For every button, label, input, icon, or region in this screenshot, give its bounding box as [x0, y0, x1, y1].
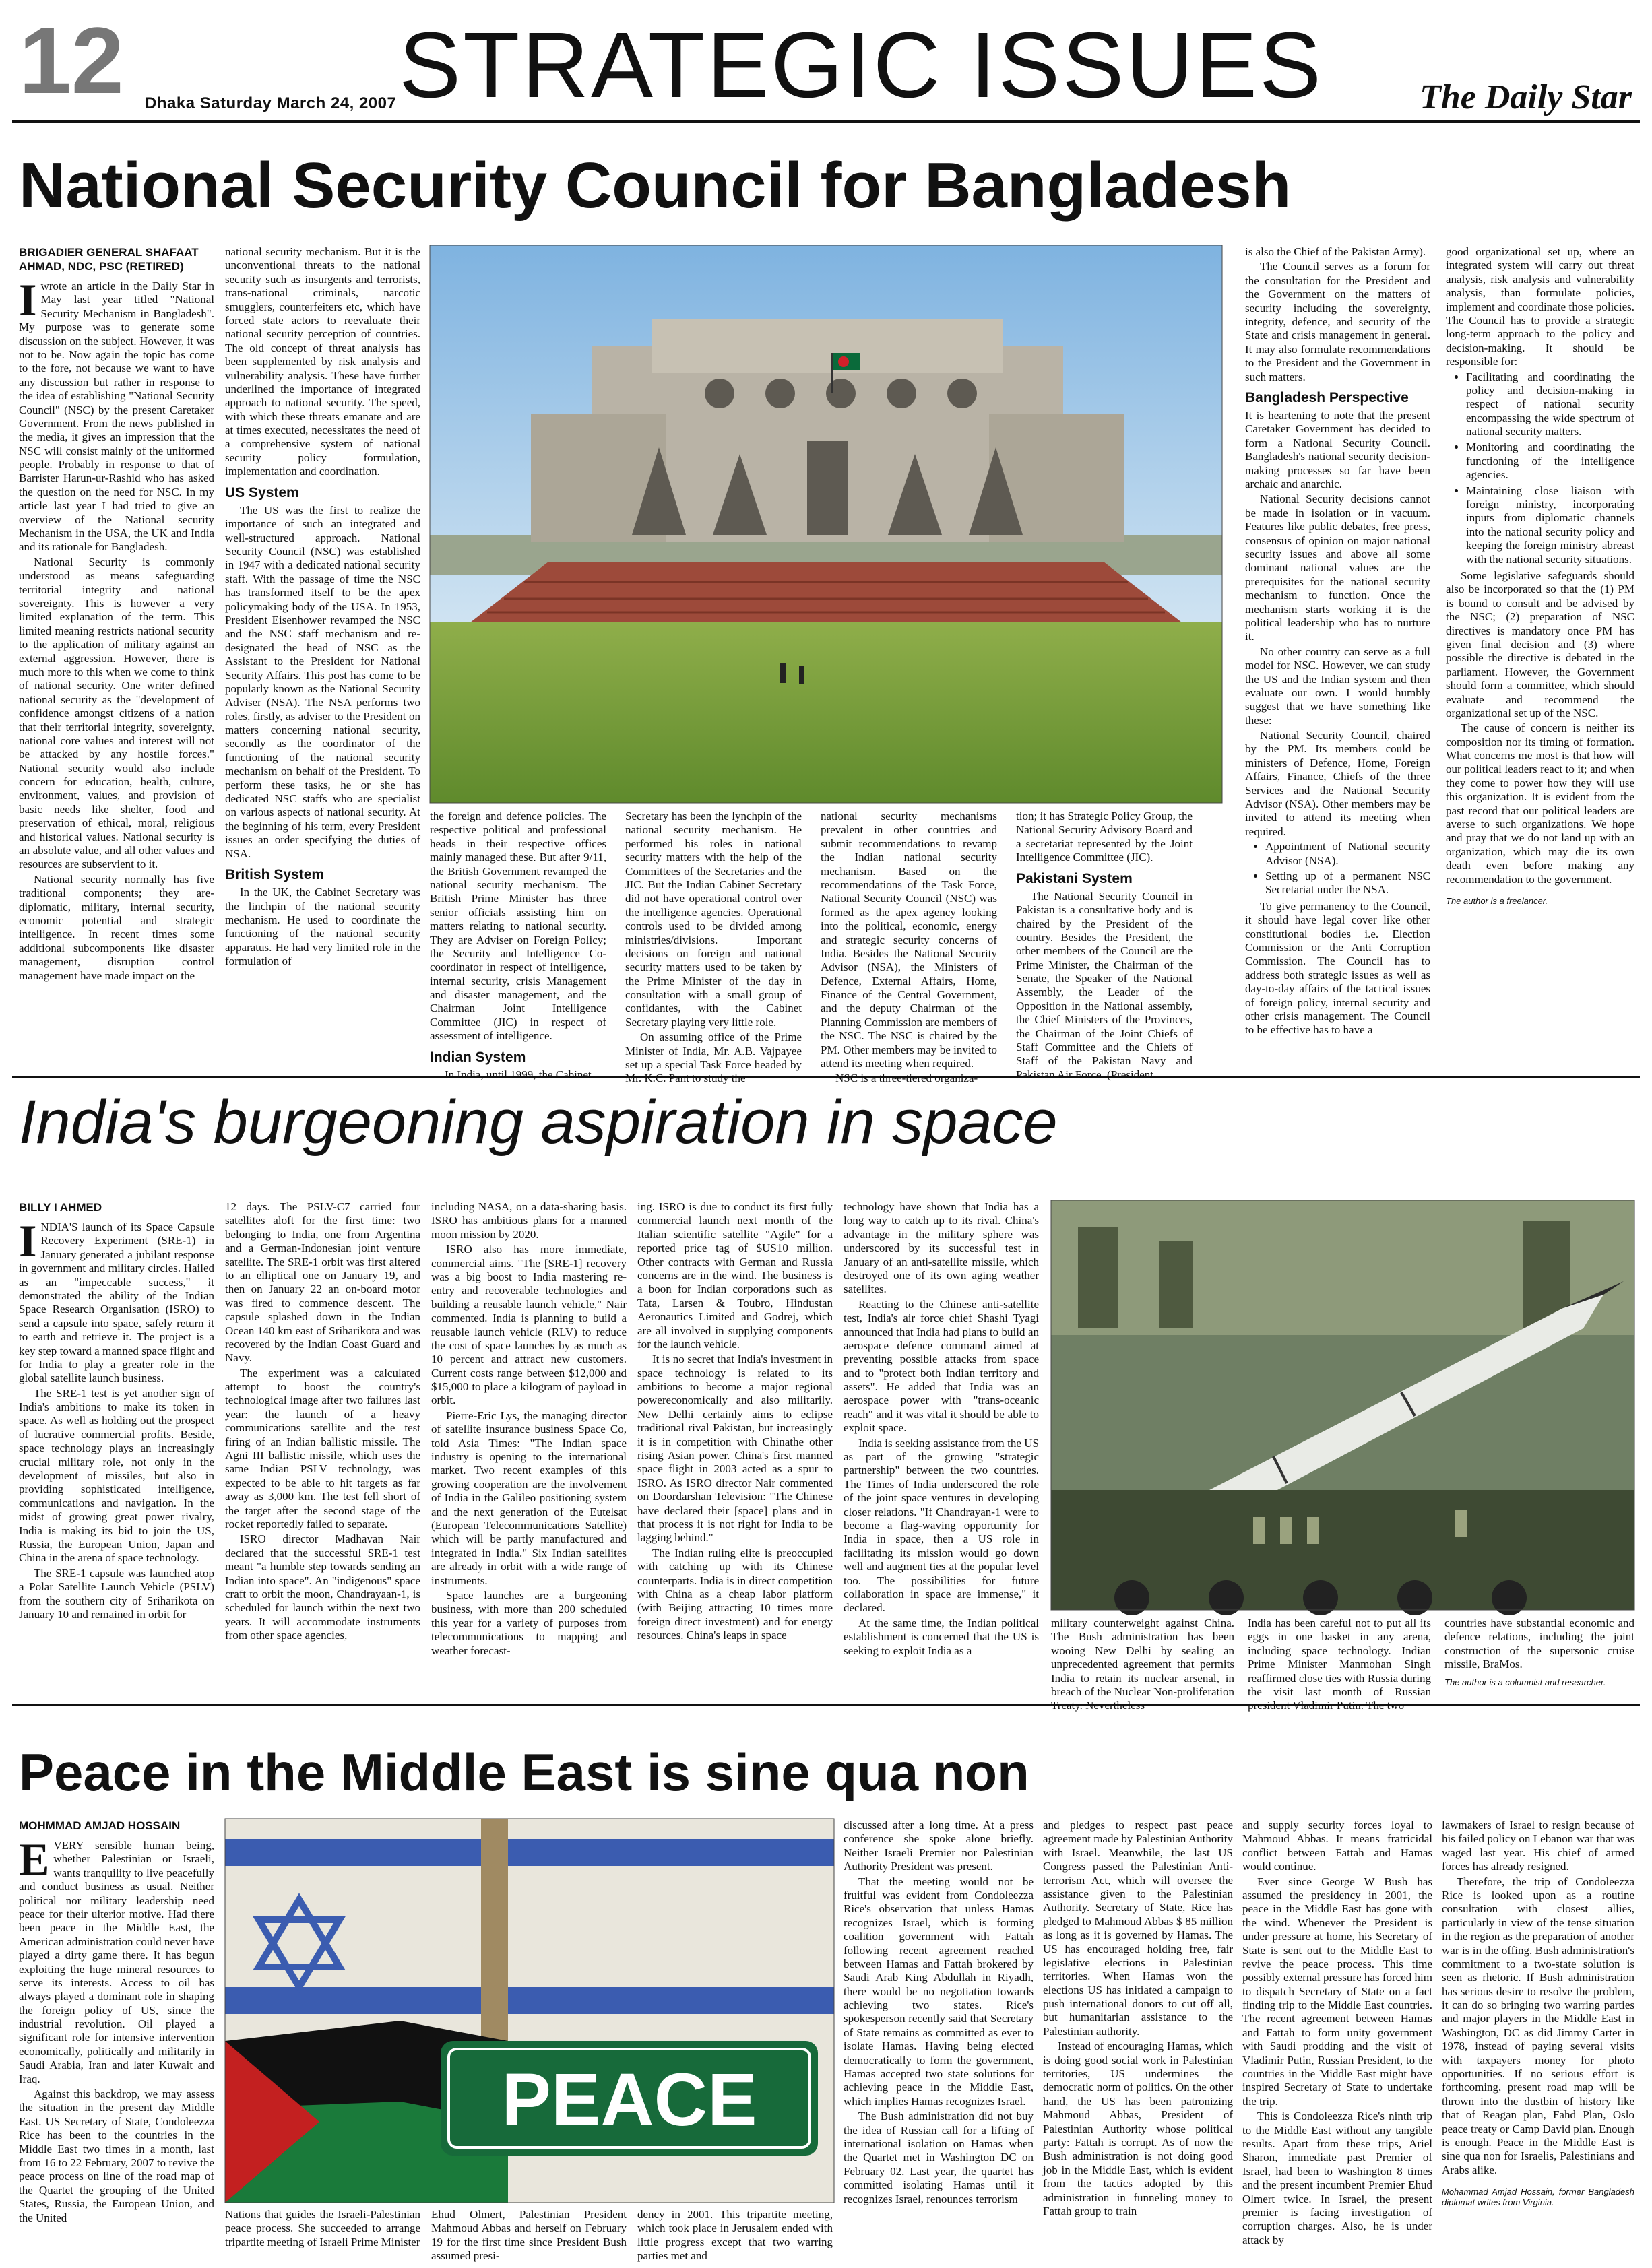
list-item: • Setting up of a permanent NSC Secretariat under the NSA. [1265, 870, 1430, 897]
article1-column-8: good organizational set up, where an integrated system will carry out threat analysis, risk analysis and vulnerability analysis, than formulate policies, implement and coordinate those policies. The Council has to provide a strategic long-term approach to the policy and decision-making. It should be responsible for: • Facilitating and coordinating the policy and decision-making in respect of national security encompassing the wide spectrum of national security matters. • Monitoring and coordinating the functioning of the intelligence agencies. • Maintaining close liaison with foreign ministry, incorporating inputs from diplomatic channels into the national security policy and keeping the foreign ministry abreast with the national security situations. Some legislative safeguards should also be incorporated so that the (1) PM is bound to consult and be advised by the NSC; (2) preparation of NSC directives is mandatory once PM has given final decision and (3) where possible the directive is debated in the parliament. However, the Government should form a committee, which should evaluate and recommend the organizational set up of the NSC. The cause of concern is neither its composition nor its timing of formation. What concerns me most is that how will our political leaders react to it; and when they come to power how they will use this organization. It is evident from the past record that our political leaders are averse to such organizations. We hope and pray that we do not land up with an organization, which may die its own death even before making any recommendation to the government. The author is a freelancer. [1446, 245, 1634, 1064]
article3-column-7: and supply security forces loyal to Mahmoud Abbas. It means fratricidal conflict between Fattah and Hamas would continue. Ever since George W Bush has assumed the presidency in 2001, the peace in the Middle East has gone with the wind. Whenever the President is under pressure at home, his Secretary of State is sent out to the Middle East to revive the peace process. This time possibly external pressure has forced him to dispatch Secretary of State on a fact finding trip to the Middle East countries. The recent agreement between Hamas and Fattah to form unity government with Saudi prodding and the visit of Vladimir Putin, Russian President, to the countries in the Middle East might have inspired Secretary of State to undertake the trip. This is Condoleezza Rice's ninth trip to the Middle East without any tangible results. Apart from these trips, Ariel Sharon, immediate past Premier of Israel, had been to Washington 8 times and the present incumbent Premier Ehud Olmert twice. In Israel, the present premier is facing investigation of corruption charges. Also, he is under attack by [1242, 1819, 1432, 2246]
article1-credit: The author is a freelancer. [1446, 895, 1548, 906]
article3-byline: MOHMMAD AMJAD HOSSAIN [19, 1819, 181, 1832]
article3-column-8: lawmakers of Israel to resign because of his failed policy on Lebanon war that was waged last year. His chief of armed forces has already resigned. Therefore, the trip of Condoleezza Rice is looked upon as a routine consultation with closest allies, particularly in view of the tense situation in the region as the preparation of another war is in the offing. Bush administration's commitment to a two-state solution is seen as rhetoric. If Bush administration has serious desire to resolve the problem, it can do so bringing two warring parties and major players in the Middle East in Washington, DC as did Jimmy Carter in 1978, instead of paying several visits with taxpayers money for photo opportunities. If no serious effort is forthcoming, present road map will be thrown into the dustbin of history like that of Reagan plan, Fahd Plan, Oslo peace treaty or Camp David plan. Enough is enough. Peace in the Middle East is sine qua non for Israelis, Palestinians and Arabs alike. Mohammad Amjad Hossain, former Bangladesh diplomat writes from Virginia. [1442, 1819, 1634, 2207]
article1-column-1: Iwrote an article in the Daily Star in May last year titled "National Security Mechanism in Bangladesh". My purpose was to generate some discussion on the subject. However, it was not to be. Now again the topic has come to the fore, not because we want to have any discussion but rather in response to the idea of establishing "National Security Council" (NSC) by the present Caretaker Government. From the news published in the media, it gives an impression that the NSC will consist mainly of the uniformed people. Probably in response to that of Barrister Harun-ur-Rashid who has asked the question on the need for NSC. In my article last year I had tried to give an overview of the National security Mechanism in the USA, the UK and India and its rationale for Bangladesh. National Security is commonly understood as means safeguarding territorial integrity and national sovereignty. This is however a very limited explanation of the term. This limited meaning restricts national security to the application of military against an external aggression. However, there is much more to this when we come to think of national security. One writer defined national security as the "development of confidence amongst citizens of a nation that their territorial integrity, sovereignty, national core values and interest will not be attacked by any hostile forces." National security would also include concern for education, health, culture, environment, values, and provision of basic needs like shelter, food and preservation of ethical, moral, religious and historical values. National security is an absolute value, and all other values and resources are subservient to it. National security normally has five traditional components; they are- diplomatic, military, internal security, economic potential and strategic intelligence. In recent times some additional subcomponents like disaster management, disruption control management have made impact on the [19, 274, 214, 982]
article2-column-8: countries have substantial economic and defence relations, including the joint construction of the supersonic cruise missile, BraMos. The author is a columnist and researcher. [1444, 1617, 1634, 1687]
newspaper-logo: The Daily Star [1420, 78, 1632, 117]
list-item: • Facilitating and coordinating the policy and decision-making in respect of national security encompassing the wide spectrum of national security matters. [1466, 370, 1634, 439]
article2-headline: India's burgeoning aspiration in space [19, 1088, 1058, 1157]
article3-credit: Mohammad Amjad Hossain, former Bangladesh diplomat writes from Virginia. [1442, 2186, 1634, 2207]
article1-headline: National Security Council for Bangladesh [19, 150, 1292, 222]
dropcap: I [19, 1215, 37, 1266]
article1-column-7: is also the Chief of the Pakistan Army). The Council serves as a forum for the consultation for the President and the Government on the matters of security including the sovereignty, integrity, defence, and security of the State and crisis management in general. It may also formulate recommendations to the President and the Government in such matters. Bangladesh Perspective It is heartening to note that the present Caretaker Government has decided to form a National Security Council. Bangladesh's national security decision-making processes so far have been archaic and anarchic. National Security decisions cannot be made in isolation or in vacuum. Features like public debates, free press, consensus of opinion on major national security issues and above all some dominant national values are the prerequisites for the national security mechanism to function. Once the mechanism starts working it is the political leadership who has to nurture it. No other country can serve as a full model for NSC. However, we can study the US and the Indian system and then evaluate our own. I would humbly suggest that we have something like these: National Security Council, chaired by the PM. Its members could be ministers of Defence, Home, Foreign Affairs, Finance, Chiefs of the three Services and the National Security Advisor (NSA). Other members may be invited to attend its meeting when required. • Appointment of National security Advisor (NSA). • Setting up of a permanent NSC Secretariat under the NSA. To give permanency to the Council, it should have legal cover like other constitutional bodies i.e. Election Commission or the Anti Corruption Commission. The Council has to address both strategic issues as well as day-to-day affairs of the tactical issues of foreign policy, internal security and other crisis management. The Council to be effective has to have a [1245, 245, 1430, 1064]
article1-column-6: tion; it has Strategic Policy Group, the National Security Advisory Board and a secretariat represented by the Joint Intelligence Committee (JIC). Pakistani System The National Security Council in Pakistan is a consultative body and is chaired by the President of the country. Besides the President, the other members of the Council are the Prime Minister, the Chairman of the Senate, the Speaker of the National Assembly, the Leader of the Opposition in the National assembly, the Chief Ministers of the Provinces, the Chairman of the Joint Chiefs of Staff Committee and the Chiefs of Staff of the Pakistan Navy and Pakistan Air Force. (President [1016, 810, 1193, 1081]
article-divider [12, 1076, 1640, 1078]
missile-photo [1051, 1200, 1634, 1610]
subhead-british-system: British System [225, 866, 325, 882]
list-item: • Maintaining close liaison with foreign ministry, incorporating inputs from diplomatic channels into the national security policy and keeping the foreign ministry abreast with the national security situations. [1466, 484, 1634, 566]
article1-column-2: national security mechanism. But it is the unconventional threats to the national security such as insurgents and terrorists, trans-national criminals, narcotic smugglers, counterfeiters etc, which have forced state actors to reevaluate their national security perception of countries. The old concept of threat analysis has been supplemented by risk analysis and vulnerability analysis. These have further underlined the importance of integrated approach to national security. The speed, with which these threats emanate and are at times executed, necessitates the need of a comprehensive system of national security policy formulation, implementation and coordination. US System The US was the first to realize the importance of such an integrated and well-structured approach. National Security Council (NSC) was established in 1947 with a dedicated national security staff. With the passage of time the NSC has transformed itself to be the apex policymaking body of the USA. In 1953, President Eisenhower revamped the NSC and the NSC staff mechanism and re-designated the head of NSC as the Assistant to the President for National Security Affairs. This post has come to be popularly known as the National Security Adviser (NSA). The NSA performs two roles, firstly, as adviser to the President on matters concerning national security, secondly as the coordinator of the functioning of the national security mechanism on behalf of the President. To perform these tasks, he or she has dedicated NSC staffs who are specialist on various aspects of national security. At the beginning of his term, every President issues an order specifying the duties of NSA. British System In the UK, the Cabinet Secretary was the linchpin of the national security mechanism. He used to coordinate the functioning of the national security apparatus. He had very limited role in the formulation of [225, 245, 420, 968]
masthead-rule [12, 120, 1640, 123]
section-title: STRATEGIC ISSUES [399, 13, 1324, 117]
dateline: Dhaka Saturday March 24, 2007 [145, 94, 397, 112]
page-number: 12 [19, 7, 124, 113]
dropcap: E [19, 1834, 50, 1885]
article1-column-4: Secretary has been the lynchpin of the national security mechanism. He performed his roles in national security matters with the help of the Committees of the Secretaries and the JIC. But the Indian Cabinet Secretary did not have operational control over the intelligence agencies. Operational controls used to be divided among ministries/divisions. Important decisions on foreign and national security matters used to be taken by the Prime Minister of the day in consultation with a small group of confidantes, with the Cabinet Secretary playing very little role. On assuming office of the Prime Minister of India, Mr. A.B. Vajpayee set up a special Task Force headed by Mr. K.C. Pant to study the [625, 810, 802, 1085]
article2-column-5: technology have shown that India has a long way to catch up to its rival. China's advantage in the military sphere was underscored by its successful test in January of an anti-satellite missile, which destroyed one of its own aging weather satellites. Reacting to the Chinese anti-satellite test, India's air force chief Shashi Tyagi announced that India had plans to build an aerospace defence command aimed at preventing possible attacks from space and to "protect both Indian territory and assets". He added that India was an aerospace power with "trans-oceanic reach" and it was vital it should be able to exploit space. India is seeking assistance from the US as part of the growing "strategic partnership" between the two countries. The Times of India underscored the role of the joint space ventures in developing closer relations. "If Chandrayan-1 were to become a flag-waving opportunity for India in space, then a US role in facilitating its mission would go down well and augment ties at the popular level too. The possibilities for future collaboration in space are immense," it declared. At the same time, the Indian political establishment is concerned that the US is seeking to exploit India as a [844, 1200, 1039, 1657]
article2-column-7: India has been careful not to put all its eggs in one basket in any arena, including space technology. Indian Prime Minister Manmohan Singh reaffirmed close ties with Russia during the visit last month of Russian president Vladimir Putin. The two [1248, 1617, 1431, 1712]
article3-column-4: dency in 2001. This tripartite meeting, which took place in Jerusalem ended with little progress except that two warring parties met and [637, 2208, 833, 2263]
article-divider [12, 1704, 1640, 1706]
article3-column-6: and pledges to respect past peace agreement made by Palestinian Authority with Israel. Meanwhile, the last US Congress passed the Palestinian Anti- terrorism Act, which will oversee the assistance given to the Palestinian Authority. Secretary of State, Rice has pledged to Mahmoud Abbas $ 85 million as long as it is governed by Hamas. The US has encouraged holding free, fair legislative elections in Palestinian territories. When Hamas won the elections US has initiated a campaign to push international donors to cut off all, but humanitarian assistance to the Palestinian authority. Instead of encouraging Hamas, which is doing good social work in Palestinian territories, US undermines the democratic norm of politics. On the other hand, the US has been patronizing Mahmoud Abbas, President of Palestinian Authority whose political party: Fattah is corrupt. As of now the Bush administration is not doing good job in the Middle East, which is evident from the tactics adopted by this administration in funneling money to Fattah group to train [1043, 1819, 1233, 2217]
article2-byline: BILLY I AHMED [19, 1201, 102, 1214]
article3-column-5: discussed after a long time. At a press conference she spoke alone briefly. Neither Israeli Premier nor Palestinian Authority President was present. That the meeting would not be fruitful was evident from Condoleezza Rice's observation that unless Hamas recognizes Israel, which is forming coalition government with Fattah following recent agreement reached between Hamas and Fattah brokered by Saudi Arab King Abdullah in Riyadh, there would be no negotiation towards achieving two states. Rice's spokesperson recently said that Secretary of State remains as committed as ever to isolate Hamas. Having being elected democratically to form the government, Hamas accepted two state solutions for achieving peace in the Middle East, which implies Hamas recognizes Israel. The Bush administration did not buy the idea of Russian call for a lifting of international isolation on Hamas when the Quartet met in Washington DC on February 02. Last year, the quartet has committed isolating Hamas until it recognizes Israel, renounces terrorism [844, 1819, 1034, 2205]
article1-byline: BRIGADIER GENERAL SHAFAAT AHMAD, NDC, PSC (RETIRED) [19, 246, 199, 273]
article2-column-3: including NASA, on a data-sharing basis. ISRO has ambitious plans for a manned moon mission by 2020. ISRO also has more immediate, commercial aims. "The [SRE-1] recovery was a big boost to India mastering re-entry and recoverable technologies and building a reusable launch vehicle," Nair commented. India is planning to build a reusable launch vehicle (RLV) to reduce the cost of space launches by as much as 10 percent and attract new customers. Current costs range between $12,000 and $15,000 to place a kilogram of payload in orbit. Pierre-Eric Lys, the managing director of satellite insurance business Space Co, told Asia Times: "The Indian space industry is opening to the international market. Two recent examples of this growing cooperation are the involvement of India in the Galileo positioning system and the next generation of the Eutelsat (European Telecommunications Satellite) which will be partly manufactured and integrated in India." Six Indian satellites are already in orbit with a wide range of instruments. Space launches are a burgeoning business, with more than 200 scheduled this year for a variety of purposes from telecommunications to mapping and weather forecast- [431, 1200, 627, 1657]
subhead-pakistani-system: Pakistani System [1016, 870, 1133, 886]
dropcap: I [19, 274, 37, 325]
missile-illustration [1051, 1200, 1634, 1610]
subhead-bangladesh-perspective: Bangladesh Perspective [1245, 389, 1409, 406]
article2-credit: The author is a columnist and researcher. [1444, 1677, 1606, 1687]
peace-illustration [225, 1819, 834, 2203]
article1-column-3: the foreign and defence policies. The respective political and professional heads in their respective offices mainly managed these. But after 9/11, the British Government revamped the national security mechanism. The British Prime Minister has three senior officials assisting him on matters relating to national security. They are Adviser on Foreign Policy; the Security and Intelligence Co-coordinator in respect of intelligence, internal security, crisis Management and disaster management, and the Chairman Joint Intelligence Committee (JIC) in respect of assessment of intelligence. Indian System In India, until 1999, the Cabinet [430, 810, 606, 1081]
list-item: • Appointment of National security Advisor (NSA). [1265, 840, 1430, 868]
article2-column-1: INDIA'S launch of its Space Capsule Recovery Experiment (SRE-1) in January generated a jubilant response in government and military circles. Hailed as an "impeccable success," it demonstrated the ability of the Indian Space Research Organisation (ISRO) to send a capsule into space, safely return it to earth and retrieve it. The project is a key step toward a manned space flight and for India to play a greater role in the global satellite launch business. The SRE-1 test is yet another sign of India's ambitions to make its token in space. As well as holding out the prospect of lucrative commercial profits. Beside, space technology plays an increasingly crucial military role, not only in the development of missiles, but also in providing sophisticated intelligence, communications and navigation. In the midst of growing great power rivalry, India is making its bid to join the US, Russia, the European Union, Japan and China in the arena of space technology. The SRE-1 capsule was launched atop a Polar Satellite Launch Vehicle (PSLV) from the southern city of Sriharikota on January 10 and remained in orbit for [19, 1215, 214, 1621]
subhead-indian-system: Indian System [430, 1049, 526, 1065]
article3-column-3: Ehud Olmert, Palestinian President Mahmoud Abbas and herself on February 19 for the first time since President Bush assumed presi- [431, 2208, 627, 2263]
list-item: • Monitoring and coordinating the functioning of the intelligence agencies. [1466, 441, 1634, 482]
article3-column-1: EVERY sensible human being, whether Palestinian or Israeli, wants tranquility to live peacefully and conduct business as usual. Neither political nor military leadership need peace for their ulterior motive. Had there been peace in the Middle East, the American administration could never have played a dirty game there. It has begun exploiting the huge mineral resources to serve its interests. Access to oil has always played a dominant role in shaping the foreign policy of US, since the industrial revolution. Oil played a significant role for intensive intervention economically, politically and militarily in Saudi Arabia, Iran and later Kuwait and Iraq. Against this backdrop, we may assess the situation in the present day Middle East. US Secretary of State, Condoleezza Rice has been to the countries in the Middle East two times in a month, last from 16 to 22 February, 2007 to revive the peace process on line of the road map of the Quartet the grouping of the United States, Russia, the European Union, and the United [19, 1834, 214, 2224]
parliament-illustration [430, 245, 1222, 803]
peace-sign-text: PEACE [501, 2059, 757, 2141]
article2-column-4: ing. ISRO is due to conduct its first fully commercial launch next month of the Italian scientific satellite "Agile" for a reported price tag of $US10 million. Other contracts with German and Russia concerns are in the wind. The business is a boon for Indian corporations such as Tata, Larsen & Toubro, Hindustan Aeronautics Limited and Godrej, which are all involved in supplying components for the launch vehicle. It is no secret that India's investment in space technology is related to its ambitions to become a major regional powereconomically and also militarily. New Delhi certainly aims to eclipse traditional rival Pakistan, but increasingly it is in competition with Chinathe other rising Asian power. China's first manned space flight in 2003 acted as a spur to ISRO. As ISRO director Nair commented on Doordarshan Television: "The Chinese have declared their [space] plans and in that process it is not right for India to be lagging behind." The Indian ruling elite is preoccupied with catching up with its Chinese counterparts. India is in direct competition with China as a cheap labor platform (with Beijing attracting 10 times more foreign direct investment) and for energy resources. China's leaps in space [637, 1200, 833, 1642]
parliament-photo [430, 245, 1222, 803]
nsc-bullet-list [1446, 370, 1634, 566]
article3-column-2: Nations that guides the Israeli-Palestinian peace process. She succeeded to arrange tripartite meeting of Israeli Prime Minister [225, 2208, 420, 2248]
article1-column-5: national security mechanisms prevalent in other countries and submit recommendations to revamp the Indian national security mechanism. Based on the recommendations of the Task Force, National Security Council (NSC) was formed as the apex agency looking into the political, economic, energy and strategic security concerns of India. Besides the National Security Advisor (NSA), the Ministers of Defence, External Affairs, Home, Finance of the Central Government, and the deputy Chairman of the Planning Commission are members of the NSC. The NSC is chaired by the PM. Other members may be invited to attend its meeting when required. NSC is a three-tiered organiza- [821, 810, 997, 1085]
article2-column-2: 12 days. The PSLV-C7 carried four satellites aloft for the first time: two belonging to India, one from Argentina and a German-Indonesian joint venture satellite. The SRE-1 orbit was first altered to an elliptical one on January 19, and then on January 22 an on-board motor was fired to commence descent. The capsule splashed down in the Indian Ocean 140 km east of Sriharikota and was recovered by the Indian Coast Guard and Navy. The experiment was a calculated attempt to boost the country's technological image after two failures last year: the launch of a heavy communications satellite and the test firing of an Indian ballistic missile. The Agni III ballistic missile, which uses the same Indian PSLV technology, was expected to be able to hit targets as far away as 3,000 km. The test fell short of the target after the second stage of the rocket reportedly failed to separate. ISRO director Madhavan Nair declared that the successful SRE-1 test meant "a humble step towards sending an Indian into space". An "indigenous" space craft to orbit the moon, Chandrayaan-1, is scheduled for launch within the next two years. It will accommodate instruments from other space agencies, [225, 1200, 420, 1642]
article3-headline: Peace in the Middle East is sine qua non [19, 1743, 1029, 1802]
peace-photo [225, 1819, 834, 2203]
subhead-us-system: US System [225, 484, 299, 500]
article2-column-6: military counterweight against China. The Bush administration has been wooing New Delhi by sealing an unprecedented agreement that permits India to retain its nuclear arsenal, in breach of the Nuclear Non-proliferation Treaty. Nevertheless [1051, 1617, 1234, 1712]
bd-bullet-list [1245, 840, 1430, 897]
